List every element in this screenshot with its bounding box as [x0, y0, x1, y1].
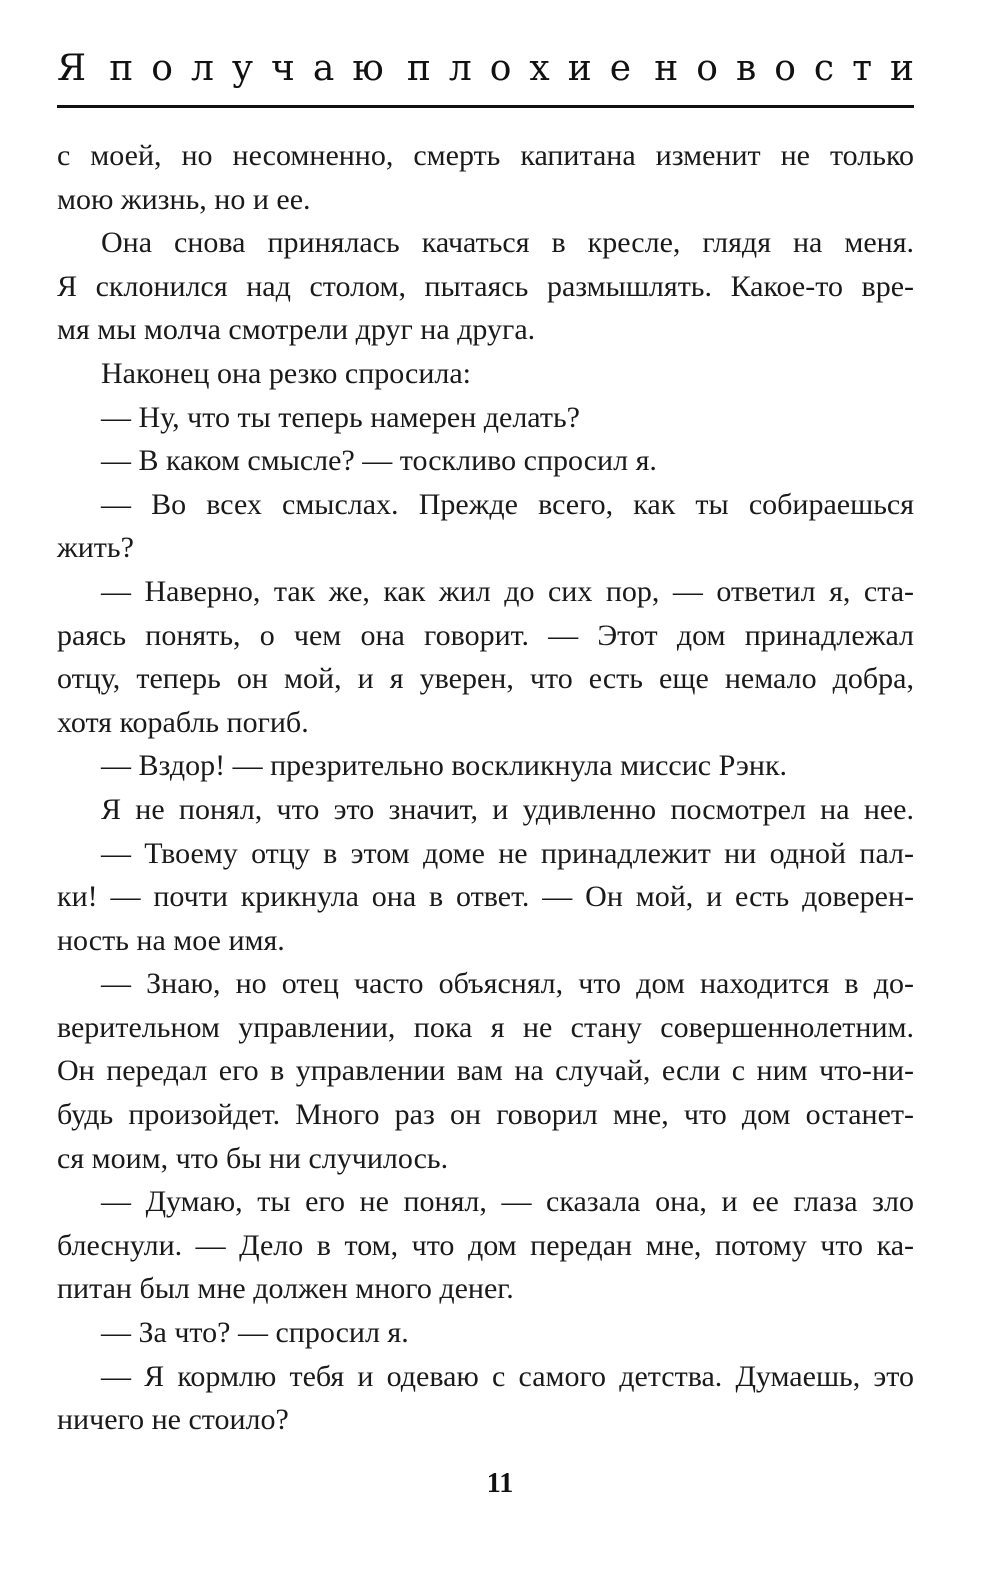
text-line: — Во всех смыслах. Прежде всего, как ты собираешься [101, 487, 914, 521]
text-line: ся моим, что бы ни случилось. [57, 1141, 449, 1175]
text-line: — Вздор! — презрительно воскликнула миссис Рэнк. [101, 749, 788, 783]
text-line: жить? [57, 531, 134, 565]
text-line: Я не понял, что это значит, и удивленно посмотрел на нее. [101, 792, 914, 826]
header-word: п л о х и е [406, 48, 632, 89]
text-line: — Знаю, но отец часто объяснял, что дом находится в до- [101, 967, 914, 1001]
text-line: верительном управлении, пока я не стану совершеннолетним. [57, 1010, 914, 1044]
text-line: — Ну, что ты теперь намерен делать? [101, 400, 580, 434]
page-number: 11 [486, 1468, 514, 1499]
text-line: Он передал его в управлении вам на случай, если с ним что-ни- [57, 1054, 914, 1088]
header-word: Я [57, 48, 87, 89]
text-line: Наконец она резко спросила: [101, 356, 472, 390]
text-line: ность на мое имя. [57, 923, 285, 957]
header-rule [57, 105, 914, 108]
text-line: — В каком смысле? — тоскливо спросил я. [101, 444, 657, 478]
text-line: — Твоему отцу в этом доме не принадлежит ни одной пал- [101, 836, 914, 870]
text-line: отцу, теперь он мой, и я уверен, что есть еще немало добра, [57, 662, 914, 696]
text-line: с моей, но несомненно, смерть капитана изменит не только [57, 139, 914, 172]
text-line: ки! — почти крикнула она в ответ. — Он мой, и есть доверен- [57, 880, 914, 914]
text-line: мою жизнь, но и ее. [57, 182, 311, 216]
body-text [57, 134, 914, 1442]
text-line: раясь понять, о чем она говорит. — Этот дом принадлежал [57, 618, 914, 652]
text-line: хотя корабль погиб. [57, 705, 309, 739]
header-word: н о в о с т и [654, 48, 914, 89]
text-line: — Наверно, так же, как жил до сих пор, — ответил я, ста- [101, 574, 914, 608]
text-line: — Думаю, ты его не понял, — сказала она, и ее глаза зло [101, 1185, 914, 1219]
text-line: питан был мне должен много денег. [57, 1272, 514, 1306]
header-word: п о л у ч а ю [109, 48, 384, 89]
text-line: будь произойдет. Много раз он говорил мне, что дом останет- [57, 1098, 914, 1132]
text-line: Я склонился над столом, пытаясь размышлять. Какое-то вре- [57, 269, 914, 303]
text-line: блеснули. — Дело в том, что дом передан мне, потому что ка- [57, 1228, 914, 1262]
text-line: Она снова принялась качаться в кресле, глядя на меня. [101, 226, 914, 260]
text-line: ничего не стоило? [57, 1403, 289, 1437]
text-line: мя мы молча смотрели друг на друга. [57, 313, 536, 347]
text-line: — Я кормлю тебя и одеваю с самого детства. Думаешь, это [101, 1359, 914, 1393]
running-header [57, 48, 914, 89]
text-line: — За что? — спросил я. [101, 1316, 409, 1350]
